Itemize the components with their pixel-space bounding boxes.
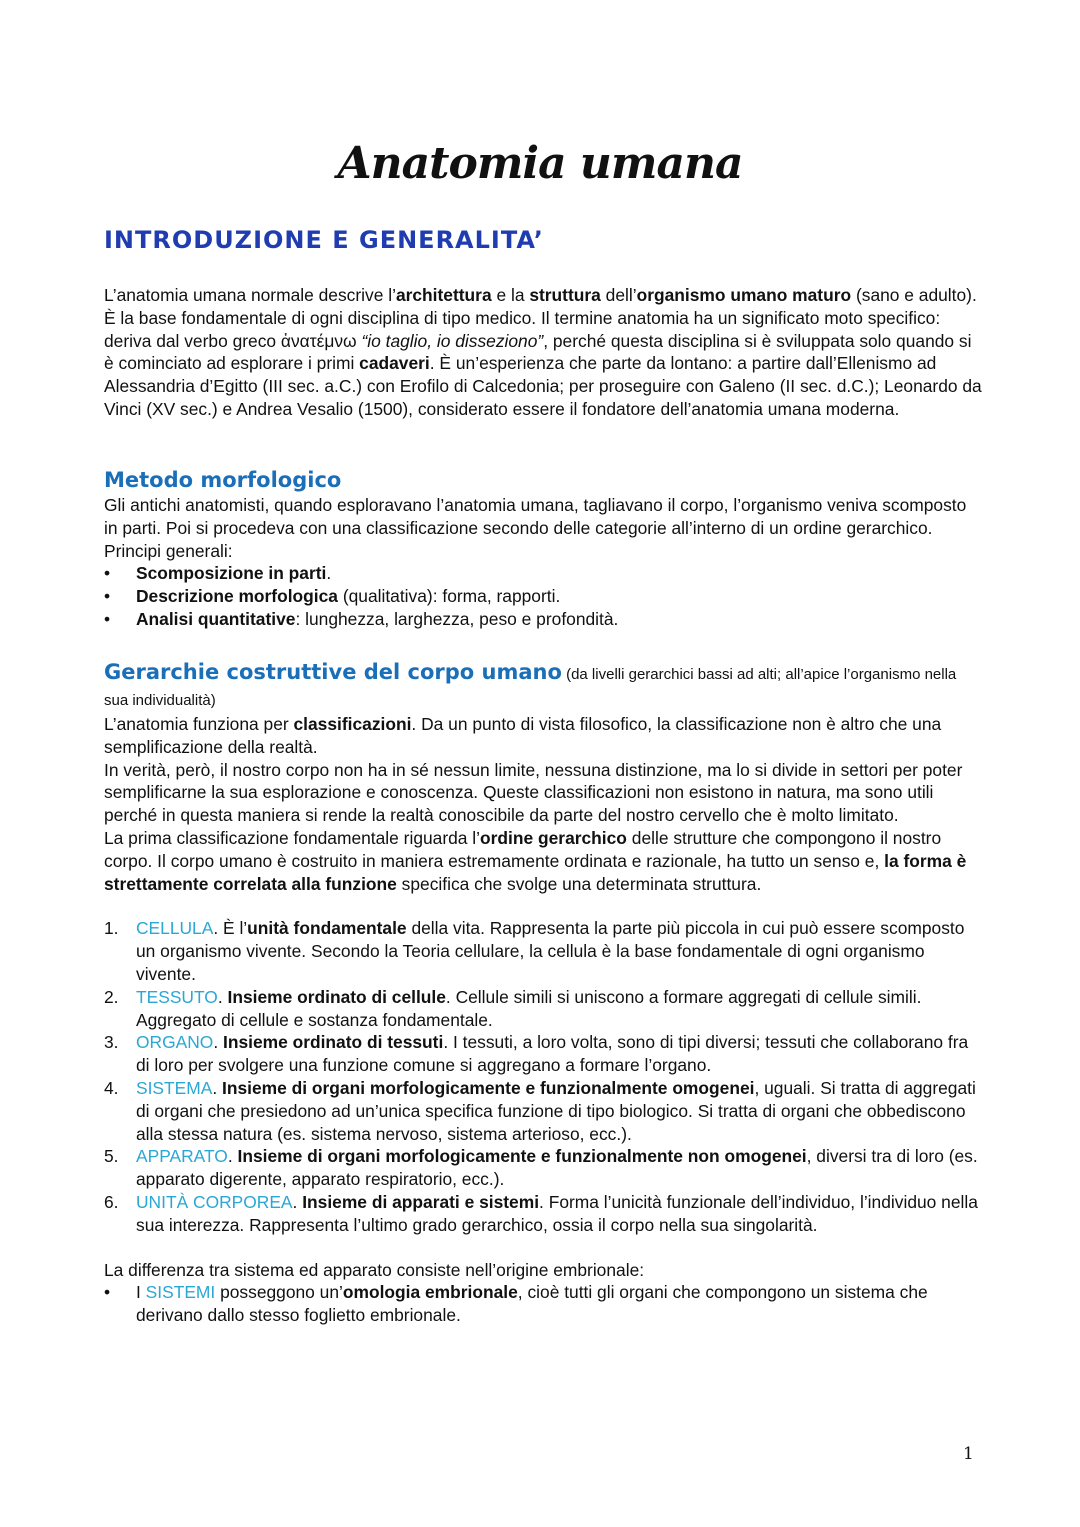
item-number: 3. xyxy=(104,1032,119,1053)
text: dell’ xyxy=(600,285,637,305)
subheading-metodo-morfologico: Metodo morfologico xyxy=(104,468,342,492)
keyword: UNITÀ CORPOREA xyxy=(136,1191,293,1212)
text: . È l’ xyxy=(213,918,248,939)
section-heading-introduzione: INTRODUZIONE E GENERALITA’ xyxy=(104,226,544,254)
bold-term: architettura xyxy=(395,285,492,305)
text: . Forma l’unicità funzionale dell’individuo, l’individuo nella sua interezza. Rappresenta l’ultimo grado gerarchico, ossia il corpo nella sua singolarità. xyxy=(136,1191,978,1235)
subheading-gerarchie: Gerarchie costruttive del corpo umano xyxy=(104,660,562,684)
list-item xyxy=(104,1031,984,1077)
item-number: 2. xyxy=(104,986,119,1007)
text: , diversi tra di loro (es. apparato digerente, apparato respiratorio, ecc.). xyxy=(136,1146,978,1190)
list-item xyxy=(104,1281,984,1327)
keyword: CELLULA xyxy=(136,918,214,939)
item-number: 1. xyxy=(104,918,119,939)
item-number: 4. xyxy=(104,1077,119,1098)
text: e la xyxy=(491,285,530,305)
section-gerarchie xyxy=(104,660,984,1327)
bold-term: unità fondamentale xyxy=(247,918,407,939)
principles-list xyxy=(104,562,984,630)
text: L’anatomia umana normale descrive l’ xyxy=(104,285,396,305)
text: (qualitativa): forma, rapporti. xyxy=(337,586,561,607)
list-item xyxy=(104,562,984,585)
bold-term: Analisi quantitative xyxy=(136,608,296,629)
intro-paragraph xyxy=(104,284,984,421)
difference-list xyxy=(104,1281,984,1327)
metodo-paragraph: Gli antichi anatomisti, quando esploravano l’anatomia umana, tagliavano il corpo, l’organismo veniva scomposto in parti. Poi si procedeva con una classificazione secondo delle categorie all’interno di un ordine gerarchico. Principi generali: xyxy=(104,495,967,561)
text: L’anatomia funziona per xyxy=(104,714,294,734)
bold-term: classificazioni xyxy=(293,714,412,734)
keyword: ORGANO xyxy=(136,1032,214,1053)
text: . xyxy=(227,1146,238,1167)
bold-term: Insieme ordinato di tessuti xyxy=(222,1032,444,1053)
bold-term: ordine gerarchico xyxy=(480,827,627,848)
text: La prima classificazione fondamentale riguarda l’ xyxy=(104,827,481,848)
keyword: SISTEMA xyxy=(136,1077,213,1098)
text: : lunghezza, larghezza, peso e profondità. xyxy=(295,608,619,629)
gerarchie-paragraph-3 xyxy=(104,827,984,895)
bold-term: struttura xyxy=(529,285,601,305)
bold-term: Insieme di organi morfologicamente e funzionalmente non omogenei xyxy=(237,1146,807,1167)
section-metodo-morfologico xyxy=(104,466,984,631)
bold-term: Insieme di organi morfologicamente e funzionalmente omogenei xyxy=(222,1077,755,1098)
text: I xyxy=(136,1282,146,1303)
text: . xyxy=(326,563,332,584)
bold-term: la forma è strettamente correlata alla funzione xyxy=(104,850,967,894)
list-item xyxy=(104,1191,984,1237)
bold-term: Descrizione morfologica xyxy=(136,586,338,607)
keyword: APPARATO xyxy=(136,1146,228,1167)
item-number: 5. xyxy=(104,1146,119,1167)
text: specifica che svolge una determinata struttura. xyxy=(396,873,762,894)
text: . xyxy=(217,986,228,1007)
bold-term: Scomposizione in parti xyxy=(136,563,327,584)
page-number: 1 xyxy=(963,1444,974,1464)
bold-term: Insieme ordinato di cellule xyxy=(227,986,446,1007)
list-item xyxy=(104,1077,984,1145)
hierarchy-levels-list xyxy=(104,917,984,1236)
text: , uguali. Si tratta di aggregati di organi che presiedono ad un’unica specifica funzione di tipo biologico. Si tratta di organi che obbediscono alla stessa natura (es. sistema nervoso, sistema arterioso, ecc.). xyxy=(136,1077,976,1144)
heading-note: (da livelli gerarchici bassi ad alti; all’apice l’organismo nella sua individualità) xyxy=(104,666,957,709)
text: . xyxy=(292,1191,303,1212)
bold-term: omologia embrionale xyxy=(342,1282,518,1303)
bold-term: organismo umano maturo xyxy=(636,285,852,305)
text: . xyxy=(213,1032,223,1053)
item-number: 6. xyxy=(104,1191,119,1212)
italic-quote: “io taglio, io disseziono” xyxy=(361,330,544,351)
text: . È un’esperienza che parte da lontano: a partire dall’Ellenismo ad Alessandria d’Egitto (III sec. a.C.) con Erofilo di Calcedonia; per proseguire con Galeno (II sec. d.C.); Leonardo da Vinci (XV sec.) e Andrea Vesalio (1500), considerato essere il fondatore dell’anatomia umana moderna. xyxy=(104,353,982,419)
text: delle strutture che compongono il nostro corpo. Il corpo umano è costruito in maniera estremamente ordinata e razionale, ha tutto un senso e, xyxy=(104,827,942,871)
list-item xyxy=(104,986,984,1032)
keyword: TESSUTO xyxy=(136,986,218,1007)
list-item xyxy=(104,608,984,631)
list-item xyxy=(104,917,984,985)
text: (sano e adulto). È la base fondamentale di ogni disciplina di tipo medico. Il termine anatomia ha un significato moto specifico: deriva dal verbo greco ἀνατέμνω xyxy=(104,285,977,351)
list-item xyxy=(104,585,984,608)
gerarchie-paragraph-2: In verità, però, il nostro corpo non ha in sé nessun limite, nessuna distinzione, ma lo si divide in settori per poter semplificarne la sua esplorazione e conoscenza. Queste classificazioni non esistono in natura, ma sono utili perché in questa maniera si rende la realtà conoscibile da parte del nostro cervello che è molto limitato. xyxy=(104,759,963,826)
gerarchie-paragraph-1 xyxy=(104,713,984,759)
difference-intro: La differenza tra sistema ed apparato consiste nell’origine embrionale: xyxy=(104,1259,645,1280)
bold-term: cadaveri xyxy=(359,353,430,374)
text: , perché questa disciplina si è sviluppata solo quando si è cominciato ad esplorare i primi xyxy=(104,330,972,374)
text: . Da un punto di vista filosofico, la classificazione non è altro che una semplificazione della realtà. xyxy=(104,714,942,757)
text: . xyxy=(212,1077,223,1098)
keyword: SISTEMI xyxy=(145,1282,216,1303)
document-title: Anatomia umana xyxy=(337,138,743,189)
text: . Cellule simili si uniscono a formare aggregati di cellule simili. Aggregato di cellule e sostanza fondamentale. xyxy=(136,986,922,1030)
text: , cioè tutti gli organi che compongono un sistema che derivano dallo stesso foglietto embrionale. xyxy=(136,1282,928,1326)
list-item xyxy=(104,1145,984,1191)
text: posseggono un’ xyxy=(215,1282,343,1303)
bold-term: Insieme di apparati e sistemi xyxy=(302,1191,540,1212)
text: . I tessuti, a loro volta, sono di tipi diversi; tessuti che collaborano fra di loro per svolgere una funzione comune si aggregano a formare l’organo. xyxy=(136,1032,969,1076)
text: della vita. Rappresenta la parte più piccola in cui può essere scomposto un organismo vivente. Secondo la Teoria cellulare, la cellula è la base fondamentale di ogni organismo vivente. xyxy=(136,918,965,984)
